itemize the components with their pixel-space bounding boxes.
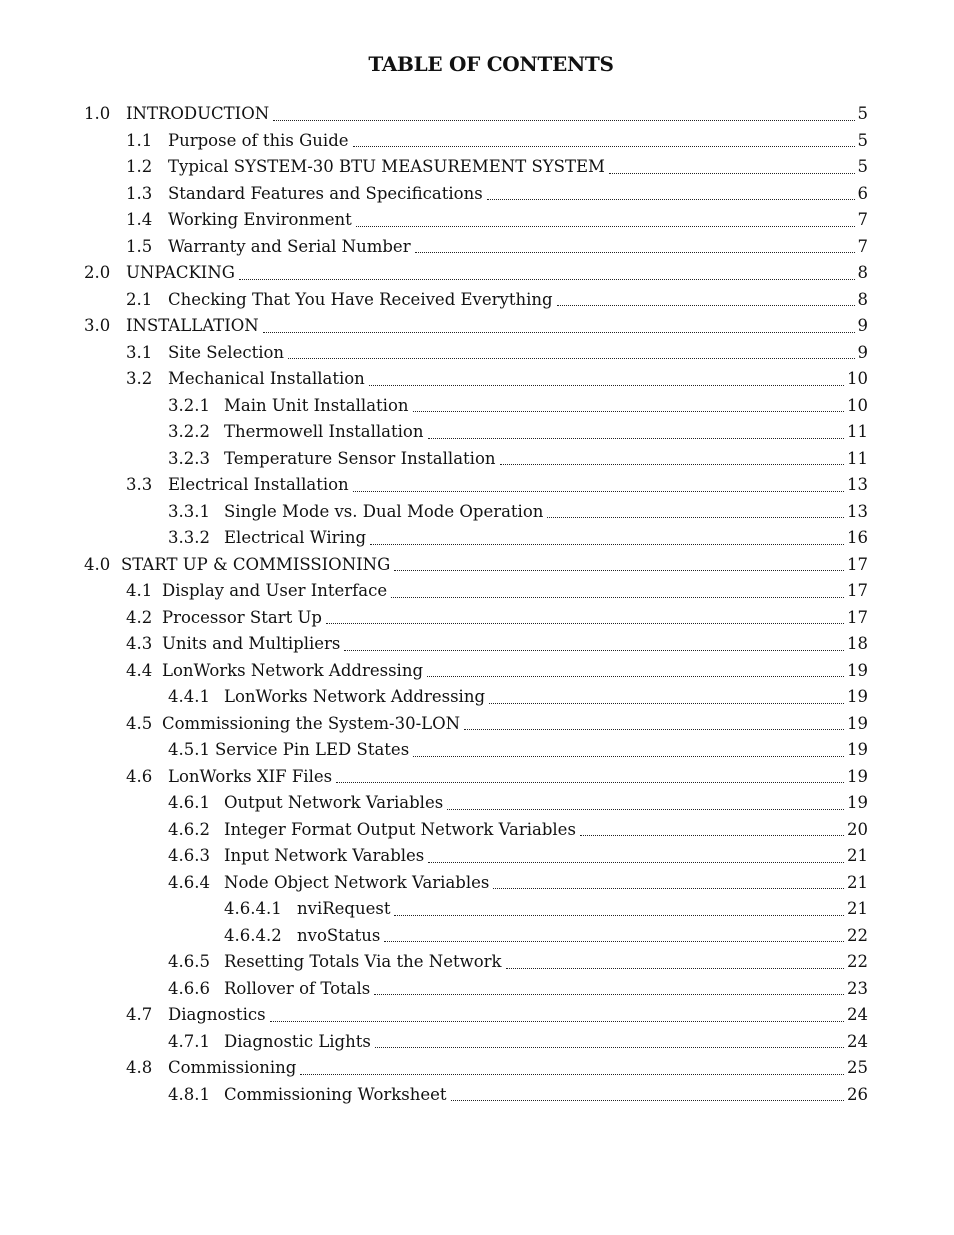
dot-leader (353, 491, 844, 492)
toc-entry-number: 3.2.1 (168, 395, 210, 415)
toc-entry[interactable] (168, 738, 868, 762)
dot-leader (394, 915, 844, 916)
toc-entry-label: Display and User Interface (162, 581, 388, 600)
toc-entry-label: UNPACKING (126, 263, 235, 282)
toc-entry-page-number: 24 (847, 1031, 868, 1051)
toc-entry-label: Thermowell Installation (224, 422, 424, 441)
toc-entry-page-number: 10 (847, 395, 868, 415)
toc-entry-page-number: 24 (847, 1005, 868, 1024)
dot-leader (428, 438, 845, 439)
dot-leader (487, 199, 855, 200)
toc-entry[interactable] (126, 182, 868, 206)
toc-entry-number: 3.1 (126, 342, 153, 362)
toc-entry-page-number: 21 (847, 899, 868, 918)
toc-entry-page-number: 5 (857, 130, 868, 150)
dot-leader (493, 888, 844, 889)
toc-entry-number: 3.3.1 (168, 501, 210, 521)
toc-entry-label: Node Object Network Variables (224, 872, 490, 892)
toc-entry[interactable] (168, 950, 868, 974)
toc-entry-label: Mechanical Installation (168, 369, 365, 388)
toc-entry-number: 4.6.1 (168, 793, 210, 812)
dot-leader (464, 729, 844, 730)
toc-entry[interactable] (126, 632, 868, 656)
toc-entry[interactable] (168, 526, 868, 550)
toc-entry-label: Resetting Totals Via the Network (224, 952, 502, 971)
dot-leader (451, 1100, 844, 1101)
toc-entry-page-number: 8 (857, 263, 868, 282)
toc-entry[interactable] (126, 367, 868, 391)
toc-entry-page-number: 19 (847, 713, 868, 733)
toc-entry-number: 4.6.3 (168, 846, 210, 865)
toc-entry-label: Standard Features and Specifications (168, 183, 483, 203)
toc-entry-number: 4.7.1 (168, 1031, 210, 1051)
toc-entry[interactable] (126, 579, 868, 603)
toc-entry-number: 4.7 (126, 1005, 153, 1024)
dot-leader (270, 1021, 844, 1022)
toc-entry-label: Warranty and Serial Number (168, 236, 411, 256)
toc-entry-label: INTRODUCTION (126, 104, 270, 123)
toc-entry-page-number: 13 (847, 501, 868, 521)
dot-leader (413, 756, 844, 757)
toc-entry-label: Purpose of this Guide (168, 130, 349, 150)
toc-entry-page-number: 17 (847, 554, 868, 574)
toc-entry[interactable] (168, 1083, 868, 1107)
toc-entry-page-number: 19 (847, 660, 868, 680)
toc-entry-number: 2.0 (84, 263, 111, 282)
toc-entry-number: 4.3 (126, 634, 153, 653)
toc-entry-number: 4.0 (84, 554, 111, 574)
toc-entry-number: 3.2.3 (168, 448, 210, 468)
toc-entry-number: 3.3 (126, 475, 153, 494)
dot-leader (239, 279, 855, 280)
toc-entry-label: START UP & COMMISSIONING (121, 554, 391, 574)
dot-leader (353, 146, 855, 147)
toc-entry[interactable] (84, 314, 868, 338)
toc-entry[interactable] (126, 473, 868, 497)
toc-entry[interactable] (168, 1030, 868, 1054)
toc-entry[interactable] (168, 394, 868, 418)
toc-entry-label: Input Network Varables (224, 846, 425, 865)
toc-entry-number: 4.6.6 (168, 978, 210, 998)
toc-entry-page-number: 19 (847, 740, 868, 759)
toc-entry-label: Rollover of Totals (224, 978, 371, 998)
toc-entry[interactable] (126, 765, 868, 789)
toc-entry-page-number: 22 (847, 925, 868, 945)
toc-entry-number: 4.1 (126, 581, 153, 600)
toc-entry-page-number: 6 (857, 183, 868, 203)
toc-entry[interactable] (84, 102, 868, 126)
toc-entry-label: Commissioning the System-30-LON (162, 713, 461, 733)
dot-leader (344, 650, 844, 651)
toc-entry-page-number: 19 (847, 793, 868, 812)
toc-entry-page-number: 19 (847, 687, 868, 706)
toc-entry-label: Commissioning (168, 1058, 297, 1077)
toc-entry-number: 4.5.1 (168, 740, 210, 759)
toc-entry-label: INSTALLATION (126, 316, 259, 335)
toc-entry-label: Working Environment (168, 210, 352, 229)
toc-entry-page-number: 20 (847, 819, 868, 839)
toc-entry[interactable] (224, 924, 868, 948)
dot-leader (427, 676, 844, 677)
dot-leader (500, 464, 844, 465)
toc-entry-label: Output Network Variables (224, 793, 444, 812)
toc-entry-page-number: 13 (847, 475, 868, 494)
toc-entry-label: nviRequest (297, 899, 391, 918)
toc-entry-number: 4.6.4.1 (224, 899, 282, 918)
toc-entry[interactable] (126, 606, 868, 630)
dot-leader (413, 411, 844, 412)
toc-entry-page-number: 22 (847, 952, 868, 971)
toc-entry-number: 4.6 (126, 766, 153, 786)
toc-entry-number: 4.6.2 (168, 819, 210, 839)
toc-entry[interactable] (168, 685, 868, 709)
toc-entry-page-number: 11 (847, 448, 868, 468)
toc-entry-label: Main Unit Installation (224, 395, 409, 415)
toc-entry-page-number: 21 (847, 846, 868, 865)
toc-entry-page-number: 10 (847, 369, 868, 388)
toc-entry-label: LonWorks Network Addressing (162, 660, 424, 680)
dot-leader (428, 862, 844, 863)
dot-leader (356, 226, 855, 227)
toc-entry-number: 3.3.2 (168, 528, 210, 547)
toc-entry-label: Single Mode vs. Dual Mode Operation (224, 501, 544, 521)
toc-entry-number: 1.4 (126, 210, 153, 229)
toc-entry-number: 1.2 (126, 157, 153, 176)
toc-entry-label: LonWorks XIF Files (168, 766, 333, 786)
toc-entry-number: 3.2 (126, 369, 153, 388)
toc-entry-page-number: 9 (857, 316, 868, 335)
toc-entry-label: Typical SYSTEM-30 BTU MEASUREMENT SYSTEM (168, 157, 605, 176)
dot-leader (374, 994, 844, 995)
toc-entry-number: 1.3 (126, 183, 153, 203)
toc-entry-label: Processor Start Up (162, 607, 322, 627)
dot-leader (489, 703, 844, 704)
dot-leader (506, 968, 844, 969)
toc-entry-page-number: 5 (857, 104, 868, 123)
toc-entry[interactable] (168, 791, 868, 815)
toc-entry-label: Site Selection (168, 342, 285, 362)
dot-leader (447, 809, 844, 810)
page-title: TABLE OF CONTENTS (368, 52, 614, 76)
toc-entry-number: 4.6.5 (168, 952, 210, 971)
dot-leader (326, 623, 844, 624)
toc-entry[interactable] (126, 208, 868, 232)
toc-entry[interactable] (126, 1056, 868, 1080)
dot-leader (609, 173, 855, 174)
toc-entry-page-number: 17 (847, 607, 868, 627)
toc-entry-label: Diagnostics (168, 1005, 266, 1024)
toc-entry-number: 4.6.4.2 (224, 925, 282, 945)
dot-leader (370, 544, 844, 545)
toc-entry[interactable] (168, 977, 868, 1001)
toc-entry-page-number: 9 (857, 342, 868, 362)
dot-leader (336, 782, 844, 783)
toc-entry-page-number: 5 (857, 157, 868, 176)
toc-entry-page-number: 7 (857, 236, 868, 256)
toc-entry-number: 4.8.1 (168, 1084, 210, 1104)
dot-leader (300, 1074, 844, 1075)
toc-entry-page-number: 7 (857, 210, 868, 229)
toc-entry[interactable] (168, 818, 868, 842)
toc-entry[interactable] (126, 129, 868, 153)
toc-entry-page-number: 26 (847, 1084, 868, 1104)
toc-entry[interactable] (126, 235, 868, 259)
toc-entry-number: 1.5 (126, 236, 153, 256)
toc-entry-label: Service Pin LED States (215, 740, 410, 759)
dot-leader (369, 385, 844, 386)
toc-entry[interactable] (168, 447, 868, 471)
toc-entry[interactable] (126, 1003, 868, 1027)
toc-entry[interactable] (126, 341, 868, 365)
toc-entry-page-number: 8 (857, 289, 868, 309)
dot-leader (415, 252, 855, 253)
toc-entry-label: Commissioning Worksheet (224, 1084, 447, 1104)
toc-entry[interactable] (168, 420, 868, 444)
dot-leader (557, 305, 855, 306)
toc-entry-label: nvoStatus (297, 925, 381, 945)
dot-leader (391, 597, 844, 598)
toc-entry-label: LonWorks Network Addressing (224, 687, 486, 706)
toc-entry-page-number: 17 (847, 581, 868, 600)
dot-leader (263, 332, 855, 333)
toc-entry[interactable] (168, 500, 868, 524)
toc-entry-number: 1.0 (84, 104, 111, 123)
toc-entry-number: 4.2 (126, 607, 153, 627)
toc-entry[interactable] (168, 844, 868, 868)
toc-entry-number: 3.2.2 (168, 422, 210, 441)
toc-entry-page-number: 21 (847, 872, 868, 892)
toc-entry[interactable] (84, 553, 868, 577)
toc-entry[interactable] (126, 659, 868, 683)
toc-entry-page-number: 23 (847, 978, 868, 998)
toc-entry-label: Electrical Installation (168, 475, 349, 494)
toc-entry-number: 4.5 (126, 713, 153, 733)
dot-leader (384, 941, 844, 942)
toc-entry[interactable] (168, 871, 868, 895)
toc-entry-page-number: 19 (847, 766, 868, 786)
toc-entry-number: 4.6.4 (168, 872, 210, 892)
toc-entry[interactable] (224, 897, 868, 921)
toc-entry-label: Units and Multipliers (162, 634, 341, 653)
dot-leader (375, 1047, 844, 1048)
toc-entry-page-number: 11 (847, 422, 868, 441)
toc-entry-page-number: 25 (847, 1058, 868, 1077)
toc-entry-label: Checking That You Have Received Everything (168, 289, 553, 309)
toc-entry[interactable] (126, 288, 868, 312)
dot-leader (547, 517, 844, 518)
dot-leader (288, 358, 854, 359)
dot-leader (394, 570, 844, 571)
toc-entry-label: Diagnostic Lights (224, 1031, 371, 1051)
toc-entry-number: 1.1 (126, 130, 153, 150)
toc-entry-number: 2.1 (126, 289, 153, 309)
toc-entry-page-number: 18 (847, 634, 868, 653)
toc-entry[interactable] (126, 155, 868, 179)
toc-entry[interactable] (84, 261, 868, 285)
toc-entry-number: 4.4.1 (168, 687, 210, 706)
toc-entry-label: Integer Format Output Network Variables (224, 819, 576, 839)
toc-entry-number: 3.0 (84, 316, 111, 335)
toc-entry-number: 4.4 (126, 660, 153, 680)
toc-entry-number: 4.8 (126, 1058, 153, 1077)
toc-entry-label: Electrical Wiring (224, 528, 367, 547)
toc-entry-label: Temperature Sensor Installation (224, 448, 496, 468)
toc-entry[interactable] (126, 712, 868, 736)
toc-entry-page-number: 16 (847, 528, 868, 547)
dot-leader (580, 835, 844, 836)
dot-leader (273, 120, 854, 121)
